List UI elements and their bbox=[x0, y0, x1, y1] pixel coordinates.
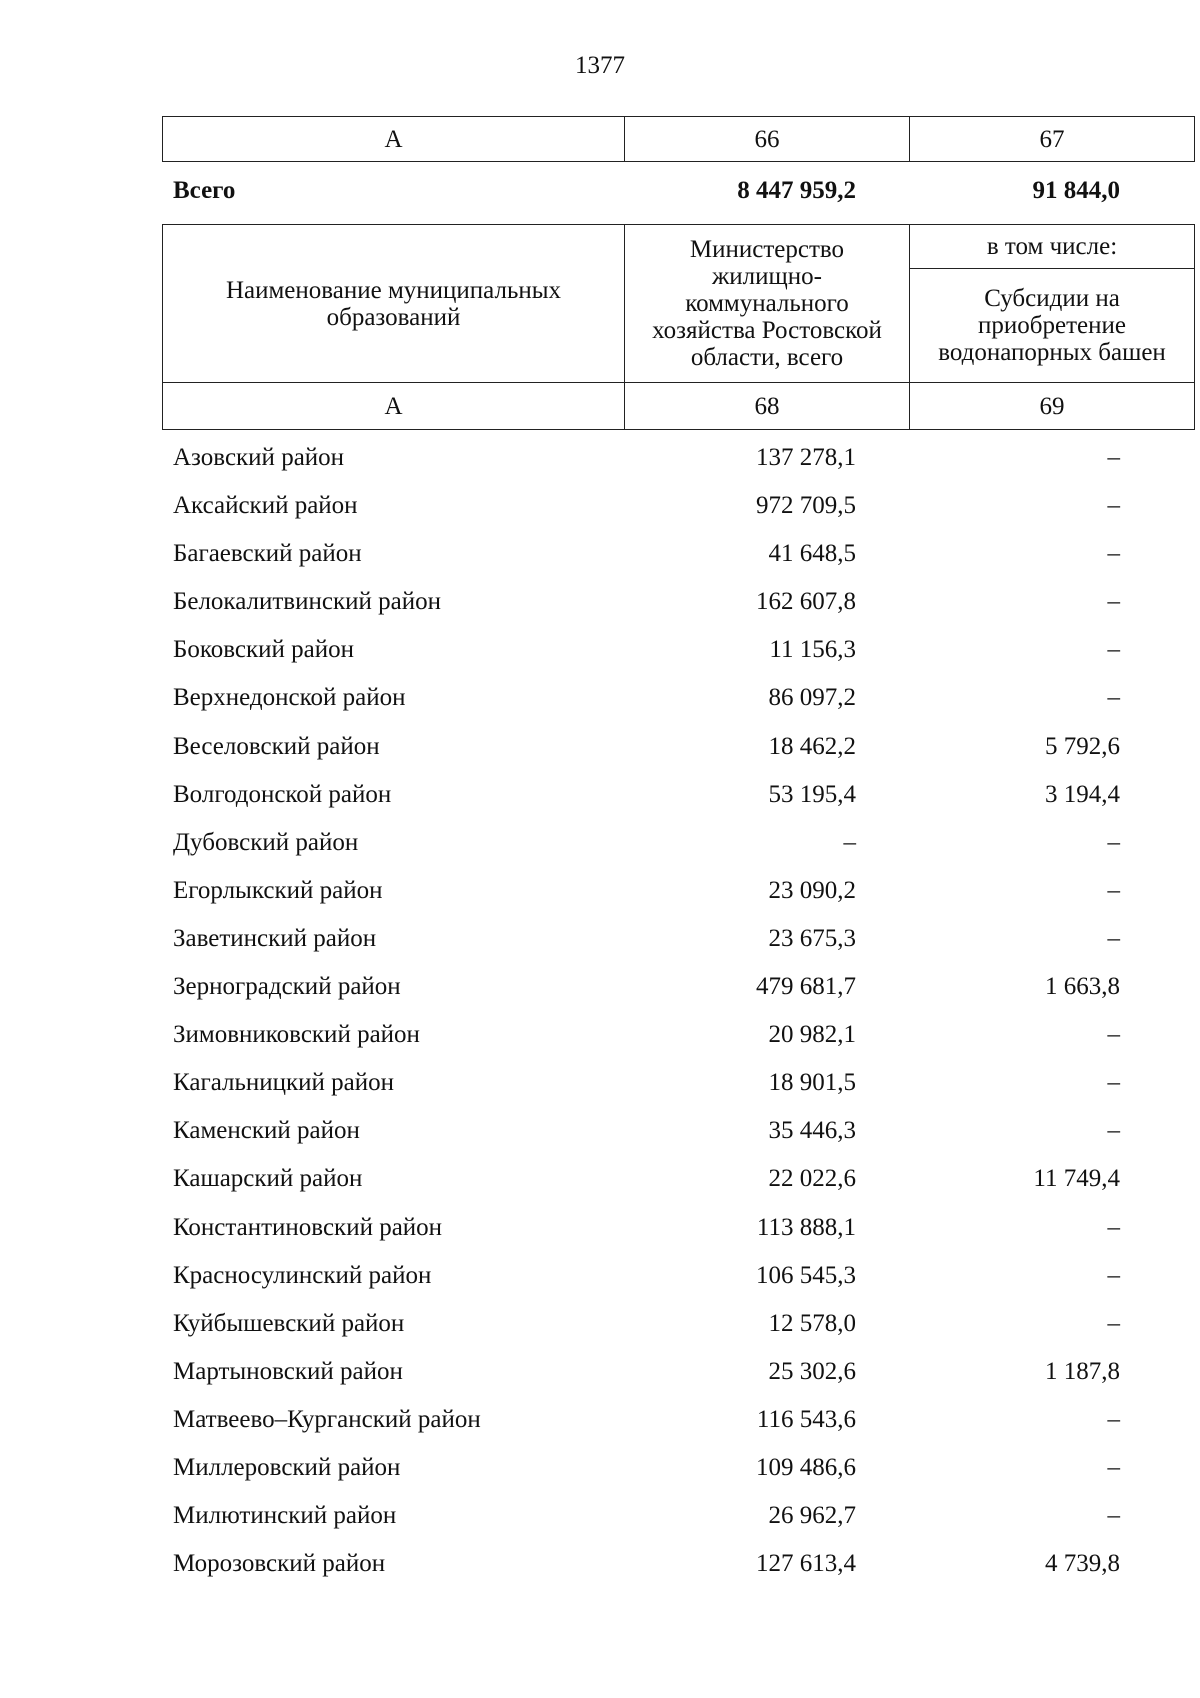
table-row bbox=[162, 1011, 1131, 1059]
municipality-name: Волгодонской район bbox=[173, 780, 392, 808]
table-row bbox=[162, 1396, 1131, 1444]
data-rows bbox=[162, 434, 1131, 1588]
municipality-name: Мартыновский район bbox=[173, 1357, 403, 1385]
municipality-name: Азовский район bbox=[173, 444, 345, 471]
table-row bbox=[162, 1107, 1131, 1155]
municipality-name: Морозовский район bbox=[173, 1550, 386, 1578]
total-label: Всего bbox=[173, 177, 236, 204]
subsidy-value: 5 792,6 bbox=[1045, 732, 1120, 760]
subsidy-value: – bbox=[1107, 636, 1120, 664]
table-row bbox=[162, 626, 1131, 674]
table-row bbox=[162, 819, 1131, 867]
subsidy-value: – bbox=[1107, 1309, 1120, 1337]
subsidy-value: – bbox=[1107, 1021, 1120, 1049]
subsidy-value: – bbox=[1107, 492, 1120, 520]
table-row bbox=[162, 434, 1131, 482]
ministry-total-value: 22 022,6 bbox=[768, 1165, 856, 1193]
municipality-name: Дубовский район bbox=[173, 828, 359, 856]
ministry-total-value: 12 578,0 bbox=[768, 1309, 856, 1337]
ministry-total-value: 11 156,3 bbox=[769, 636, 856, 664]
municipality-name: Милютинский район bbox=[173, 1502, 397, 1530]
ministry-total-value: 20 982,1 bbox=[768, 1021, 856, 1049]
subsidy-value: 3 194,4 bbox=[1045, 780, 1120, 808]
subsidy-value: – bbox=[1107, 1069, 1120, 1097]
total-col-66: 8 447 959,2 bbox=[737, 177, 856, 204]
municipality-name: Зерноградский район bbox=[173, 973, 401, 1001]
table-row bbox=[162, 1492, 1131, 1540]
subsidy-value: 11 749,4 bbox=[1033, 1165, 1120, 1193]
header-col-a: А bbox=[163, 117, 625, 162]
subsidy-value: 1 663,8 bbox=[1045, 973, 1120, 1001]
subsidy-value: – bbox=[1107, 1213, 1120, 1241]
ministry-total-value: 479 681,7 bbox=[756, 973, 856, 1001]
index-col-68: 68 bbox=[625, 383, 910, 430]
ministry-total-value: 106 545,3 bbox=[756, 1261, 856, 1289]
municipality-name: Кагальницкий район bbox=[173, 1069, 395, 1097]
table-row bbox=[162, 1252, 1131, 1300]
ministry-total-value: 113 888,1 bbox=[756, 1213, 856, 1241]
ministry-total-value: 26 962,7 bbox=[768, 1502, 856, 1530]
page-number: 1377 bbox=[575, 52, 625, 79]
municipality-name: Багаевский район bbox=[173, 540, 362, 568]
table-row bbox=[162, 1059, 1131, 1107]
subsidy-value: – bbox=[1107, 1117, 1120, 1145]
table-header bbox=[162, 224, 1195, 430]
header-water-tower-subsidy: Субсидии на приобретение водонапорных башен bbox=[910, 269, 1195, 383]
municipality-name: Красносулинский район bbox=[173, 1261, 432, 1289]
subsidy-value: – bbox=[1107, 1453, 1120, 1481]
subsidy-value: – bbox=[1107, 684, 1120, 712]
subsidy-value: – bbox=[1107, 588, 1120, 616]
subsidy-value: – bbox=[1107, 876, 1120, 904]
subsidy-value: – bbox=[1107, 1261, 1120, 1289]
table-row bbox=[162, 771, 1131, 819]
table-row bbox=[162, 1155, 1131, 1203]
table-row bbox=[162, 1540, 1131, 1588]
header-including: в том числе: bbox=[910, 225, 1195, 269]
ministry-total-value: 23 090,2 bbox=[768, 876, 856, 904]
total-row bbox=[162, 170, 1131, 212]
municipality-name: Куйбышевский район bbox=[173, 1309, 405, 1337]
table-row bbox=[162, 482, 1131, 530]
subsidy-value: 1 187,8 bbox=[1045, 1357, 1120, 1385]
municipality-name: Миллеровский район bbox=[173, 1453, 401, 1481]
table-row bbox=[162, 963, 1131, 1011]
ministry-total-value: 18 901,5 bbox=[768, 1069, 856, 1097]
ministry-total-value: 35 446,3 bbox=[768, 1117, 856, 1145]
ministry-total-value: 162 607,8 bbox=[756, 588, 856, 616]
municipality-name: Верхнедонской район bbox=[173, 684, 406, 712]
ministry-total-value: 109 486,6 bbox=[756, 1453, 856, 1481]
subsidy-value: – bbox=[1107, 444, 1120, 471]
ministry-total-value: 25 302,6 bbox=[768, 1357, 856, 1385]
municipality-name: Веселовский район bbox=[173, 732, 380, 760]
municipality-name: Константиновский район bbox=[173, 1213, 443, 1241]
ministry-total-value: – bbox=[843, 828, 856, 856]
header-col-66: 66 bbox=[625, 117, 910, 162]
header-ministry-total: Министерство жилищно-коммунального хозяйства Ростовской области, всего bbox=[625, 225, 910, 383]
index-col-69: 69 bbox=[910, 383, 1195, 430]
table-row bbox=[162, 1348, 1131, 1396]
table-row bbox=[162, 1204, 1131, 1252]
table-row bbox=[162, 915, 1131, 963]
municipality-name: Матвеево–Курганский район bbox=[173, 1405, 481, 1433]
subsidy-value: 4 739,8 bbox=[1045, 1550, 1120, 1578]
index-col-a: А bbox=[163, 383, 625, 430]
table-row bbox=[162, 1444, 1131, 1492]
header-municipality-name: Наименование муниципальных образований bbox=[163, 225, 625, 383]
municipality-name: Заветинский район bbox=[173, 924, 377, 952]
municipality-name: Егорлыкский район bbox=[173, 876, 383, 904]
ministry-total-value: 41 648,5 bbox=[768, 540, 856, 568]
table-row bbox=[162, 578, 1131, 626]
ministry-total-value: 116 543,6 bbox=[756, 1405, 856, 1433]
subsidy-value: – bbox=[1107, 924, 1120, 952]
subsidy-value: – bbox=[1107, 1502, 1120, 1530]
municipality-name: Каменский район bbox=[173, 1117, 360, 1145]
table-row bbox=[162, 867, 1131, 915]
ministry-total-value: 18 462,2 bbox=[768, 732, 856, 760]
subsidy-value: – bbox=[1107, 828, 1120, 856]
municipality-name: Кашарский район bbox=[173, 1165, 363, 1193]
municipality-name: Аксайский район bbox=[173, 492, 358, 520]
ministry-total-value: 972 709,5 bbox=[756, 492, 856, 520]
ministry-total-value: 137 278,1 bbox=[756, 444, 856, 471]
ministry-total-value: 127 613,4 bbox=[756, 1550, 856, 1578]
ministry-total-value: 23 675,3 bbox=[768, 924, 856, 952]
header-col-67: 67 bbox=[910, 117, 1195, 162]
total-col-67: 91 844,0 bbox=[1032, 177, 1120, 204]
subsidy-value: – bbox=[1107, 540, 1120, 568]
table-row bbox=[162, 530, 1131, 578]
top-index-header bbox=[162, 116, 1195, 162]
table-row bbox=[162, 674, 1131, 722]
ministry-total-value: 53 195,4 bbox=[768, 780, 856, 808]
municipality-name: Боковский район bbox=[173, 636, 354, 664]
subsidy-value: – bbox=[1107, 1405, 1120, 1433]
table-row bbox=[162, 723, 1131, 771]
ministry-total-value: 86 097,2 bbox=[768, 684, 856, 712]
municipality-name: Зимовниковский район bbox=[173, 1021, 420, 1049]
municipality-name: Белокалитвинский район bbox=[173, 588, 441, 616]
table-row bbox=[162, 1300, 1131, 1348]
